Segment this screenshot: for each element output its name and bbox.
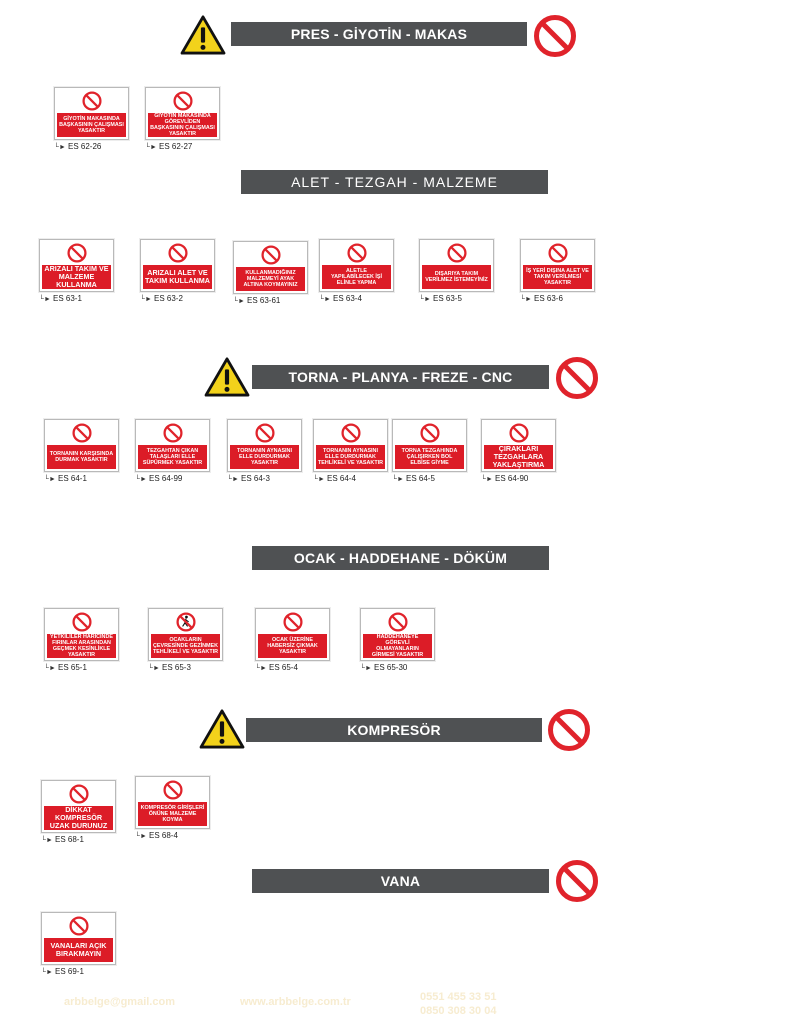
sign-card (313, 419, 388, 472)
arrow-icon: └► (481, 476, 493, 483)
sign-text: TEZGAHTAN ÇIKAN TALAŞLARI ELLE SÜPÜRMEK YASAKTIR (138, 445, 207, 469)
sign-code-label: ES 63-4 (333, 294, 362, 303)
footer-email: arbbelge@gmail.com (64, 996, 175, 1008)
arrow-icon: └► (41, 969, 53, 976)
no-entry-icon (548, 243, 568, 263)
sign-card (360, 608, 435, 661)
sign-text: DIŞARIYA TAKIM VERİLMEZ İSTEMEYİNİZ (422, 265, 491, 289)
warning-icon (199, 709, 245, 749)
arrow-icon: └► (140, 296, 152, 303)
no-entry-icon (72, 612, 92, 632)
sign-code-label: ES 63-5 (433, 294, 462, 303)
sign-code-label: ES 65-4 (269, 663, 298, 672)
no-entry-icon (347, 243, 367, 263)
arrow-icon: └► (39, 296, 51, 303)
sign-text: OCAK ÜZERİNE HABERSİZ ÇIKMAK YASAKTIR (258, 634, 327, 658)
sign-card (41, 780, 116, 833)
sign-code (255, 663, 298, 672)
section-title-ocak: OCAK - HADDEHANE - DÖKÜM (252, 546, 549, 570)
no-entry-icon (69, 916, 89, 936)
arrow-icon: └► (54, 144, 66, 151)
sign-text: TORNANIN AYNASINI ELLE DURDURMAK TEHLİKELİ VE YASAKTIR (316, 445, 385, 469)
no-entry-icon (255, 423, 275, 443)
sign-text: GİYOTİN MAKASINDA GÖREVLİDEN BAŞKASININ ÇALIŞMASI YASAKTIR (148, 113, 217, 137)
sign-code-label: ES 69-1 (55, 967, 84, 976)
sign-code-label: ES 63-1 (53, 294, 82, 303)
sign-card (481, 419, 556, 472)
sign-code (44, 663, 87, 672)
arrow-icon: └► (135, 833, 147, 840)
footer-phone-2: 0850 308 30 04 (420, 1005, 497, 1017)
sign-code-label: ES 68-1 (55, 835, 84, 844)
sign-card (140, 239, 215, 292)
sign-code (145, 142, 192, 151)
prohibition-icon (533, 14, 577, 58)
sign-text: TORNA TEZGAHINDA ÇALIŞIRKEN BOL ELBİSE GİYME (395, 445, 464, 469)
sign-text: ALETLE YAPILABİLECEK İŞİ ELİNLE YAPMA (322, 265, 391, 289)
sign-text: KOMPRESÖR GİRİŞLERİ ÖNÜNE MALZEME KOYMA (138, 802, 207, 826)
sign-card (54, 87, 129, 140)
sign-card (392, 419, 467, 472)
sign-text: ÇIRAKLARI TEZGAHLARA YAKLAŞTIRMA (484, 445, 553, 469)
sign-text: İŞ YERİ DIŞINA ALET VE TAKIM VERİLMESİ YASAKTIR (523, 265, 592, 289)
section-title-vana: VANA (252, 869, 549, 893)
sign-card (44, 608, 119, 661)
sign-card (255, 608, 330, 661)
sign-code-label: ES 62-27 (159, 142, 193, 151)
arrow-icon: └► (135, 476, 147, 483)
sign-code-label: ES 63-6 (534, 294, 563, 303)
no-entry-icon (163, 780, 183, 800)
sign-text: VANALARI AÇIK BIRAKMAYIN (44, 938, 113, 962)
arrow-icon: └► (520, 296, 532, 303)
sign-card (41, 912, 116, 965)
arrow-icon: └► (227, 476, 239, 483)
sign-code-label: ES 65-3 (162, 663, 191, 672)
sign-code (419, 294, 462, 303)
arrow-icon: └► (44, 665, 56, 672)
prohibition-icon (547, 708, 591, 752)
arrow-icon: └► (319, 296, 331, 303)
section-title-kompresor: KOMPRESÖR (246, 718, 542, 742)
no-entry-icon (67, 243, 87, 263)
sign-text: TORNANIN KARŞISINDA DURMAK YASAKTIR (47, 445, 116, 469)
no-entry-icon (341, 423, 361, 443)
no-pedestrian-icon (176, 612, 196, 632)
sign-code (44, 474, 87, 483)
arrow-icon: └► (148, 665, 160, 672)
sign-text: ARIZALI ALET VE TAKIM KULLANMA (143, 265, 212, 289)
sign-card (419, 239, 494, 292)
sign-code (313, 474, 356, 483)
prohibition-icon (555, 859, 599, 903)
sign-card (135, 776, 210, 829)
sign-code-label: ES 64-90 (495, 474, 529, 483)
no-entry-icon (72, 423, 92, 443)
sign-card (233, 241, 308, 294)
sign-code (140, 294, 183, 303)
sign-code-label: ES 65-1 (58, 663, 87, 672)
sign-code (135, 831, 178, 840)
sign-code (392, 474, 435, 483)
sign-card (520, 239, 595, 292)
arrow-icon: └► (255, 665, 267, 672)
no-entry-icon (163, 423, 183, 443)
arrow-icon: └► (392, 476, 404, 483)
sign-code (227, 474, 270, 483)
sign-code-label: ES 68-4 (149, 831, 178, 840)
sign-card (319, 239, 394, 292)
sign-code-label: ES 63-2 (154, 294, 183, 303)
no-entry-icon (261, 245, 281, 265)
no-entry-icon (509, 423, 529, 443)
sign-code-label: ES 64-4 (327, 474, 356, 483)
arrow-icon: └► (44, 476, 56, 483)
sign-text: TORNANIN AYNASINI ELLE DURDURMAK YASAKTIR (230, 445, 299, 469)
arrow-icon: └► (360, 665, 372, 672)
sign-card (44, 419, 119, 472)
sign-card (145, 87, 220, 140)
sign-code-label: ES 62-26 (68, 142, 102, 151)
sign-text: GİYOTİN MAKASINDA BAŞKASININ ÇALIŞMASI YASAKTIR (57, 113, 126, 137)
sign-code (41, 835, 84, 844)
section-title-alet: ALET - TEZGAH - MALZEME (241, 170, 548, 194)
sign-code (481, 474, 528, 483)
section-title-pres: PRES - GİYOTİN - MAKAS (231, 22, 527, 46)
sign-code-label: ES 64-1 (58, 474, 87, 483)
no-entry-icon (388, 612, 408, 632)
sign-code (360, 663, 407, 672)
no-entry-icon (420, 423, 440, 443)
warning-icon (180, 15, 226, 55)
sign-code (54, 142, 101, 151)
footer-website: www.arbbelge.com.tr (240, 996, 351, 1008)
sign-code (233, 296, 280, 305)
sign-code (41, 967, 84, 976)
sign-text: DİKKAT KOMPRESÖR UZAK DURUNUZ (44, 806, 113, 830)
sign-code (319, 294, 362, 303)
sign-card (39, 239, 114, 292)
sign-code (135, 474, 182, 483)
sign-text: KULLANMADIĞINIZ MALZEMEYİ AYAK ALTINA KOYMAYINIZ (236, 267, 305, 291)
arrow-icon: └► (145, 144, 157, 151)
footer-phone-1: 0551 455 33 51 (420, 991, 497, 1003)
sign-card (227, 419, 302, 472)
sign-text: ARIZALI TAKIM VE MALZEME KULLANMA (42, 265, 111, 289)
no-entry-icon (69, 784, 89, 804)
warning-icon (204, 357, 250, 397)
sign-code-label: ES 65-30 (374, 663, 408, 672)
sign-text: YETKİLİLER HARİCİNDE FIRINLAR ARASINDAN GEÇMEK KESİNLİKLE YASAKTIR (47, 634, 116, 658)
arrow-icon: └► (233, 298, 245, 305)
sign-code (39, 294, 82, 303)
no-entry-icon (447, 243, 467, 263)
no-entry-icon (168, 243, 188, 263)
sign-card (148, 608, 223, 661)
sign-code-label: ES 64-3 (241, 474, 270, 483)
sign-code-label: ES 64-5 (406, 474, 435, 483)
sign-code-label: ES 64-99 (149, 474, 183, 483)
no-entry-icon (82, 91, 102, 111)
sign-code (520, 294, 563, 303)
no-entry-icon (283, 612, 303, 632)
sign-code (148, 663, 191, 672)
section-title-torna: TORNA - PLANYA - FREZE - CNC (252, 365, 549, 389)
sign-card (135, 419, 210, 472)
sign-code-label: ES 63-61 (247, 296, 281, 305)
prohibition-icon (555, 356, 599, 400)
arrow-icon: └► (313, 476, 325, 483)
no-entry-icon (173, 91, 193, 111)
arrow-icon: └► (419, 296, 431, 303)
arrow-icon: └► (41, 837, 53, 844)
sign-text: OCAKLARIN ÇEVRESİNDE GEZİNMEK TEHLİKELİ VE YASAKTIR (151, 634, 220, 658)
sign-text: HADDEHANEYE GÖREVLİ OLMAYANLARIN GİRMESİ YASAKTIR (363, 634, 432, 658)
